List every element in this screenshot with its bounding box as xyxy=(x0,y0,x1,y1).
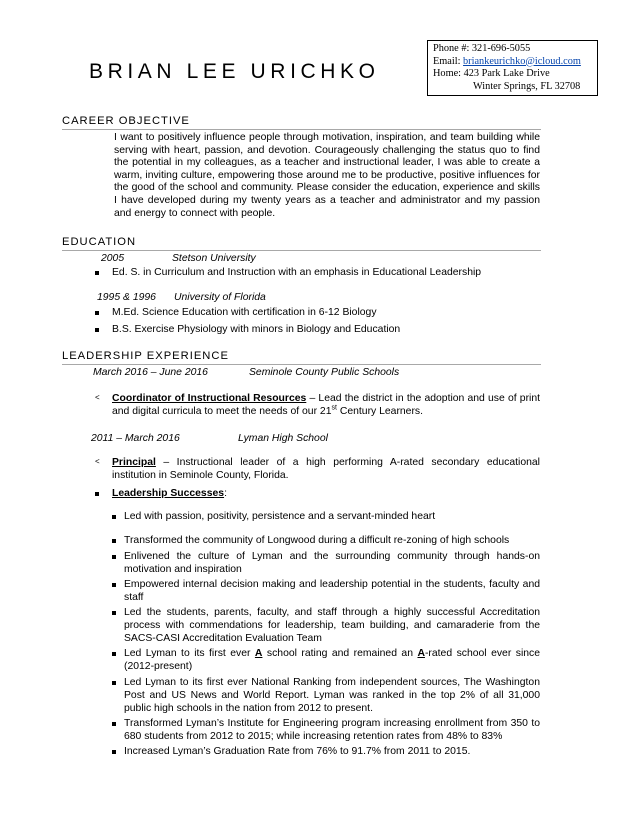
square-bullet-icon xyxy=(95,311,99,315)
rating-grade: A xyxy=(254,648,263,659)
list-item: B.S. Exercise Physiology with minors in Biology and Education xyxy=(112,324,401,335)
job-dates: 2011 – March 2016 xyxy=(91,433,180,444)
candidate-name: BRIAN LEE URICHKO xyxy=(89,60,380,83)
rating-text: Led Lyman to its first ever xyxy=(124,648,255,659)
ordinal-suffix: st xyxy=(331,404,337,412)
education-years: 1995 & 1996 xyxy=(97,292,156,303)
rating-grade: A xyxy=(417,648,425,659)
job-organization: Lyman High School xyxy=(238,433,328,444)
list-item: Ed. S. in Curriculum and Instruction with an emphasis in Educational Leadership xyxy=(112,267,482,278)
job-title: Principal xyxy=(112,457,156,468)
list-item: Transformed the community of Longwood during a difficult re-zoning of high schools xyxy=(124,535,510,546)
section-divider xyxy=(62,129,541,130)
address-city: Winter Springs, FL 32708 xyxy=(473,80,581,92)
rating-text: -rated school ever since (2012-present) xyxy=(124,648,541,672)
address-street: 423 Park Lake Drive xyxy=(463,68,550,80)
job-desc-text: – Instructional leader of a high performing A-rated secondary educational institution in Seminole County, Florida. xyxy=(112,457,540,481)
job-description xyxy=(112,456,540,482)
square-bullet-icon xyxy=(112,611,116,615)
successes-heading xyxy=(112,487,540,500)
contact-box xyxy=(427,40,598,96)
job-entry-header xyxy=(91,433,328,444)
phone-line xyxy=(433,43,597,56)
arrow-bullet-icon: ˂ xyxy=(95,393,100,402)
square-bullet-icon xyxy=(95,328,99,332)
education-years: 2005 xyxy=(101,253,125,264)
phone-label: Phone #: xyxy=(433,43,472,54)
section-divider xyxy=(62,250,541,251)
square-bullet-icon xyxy=(95,271,99,275)
section-heading-education: EDUCATION xyxy=(62,236,137,248)
education-entry-header xyxy=(97,292,266,303)
square-bullet-icon xyxy=(112,750,116,754)
job-desc-text: Century Learners. xyxy=(336,406,424,417)
square-bullet-icon xyxy=(112,539,116,543)
email-link[interactable]: briankeurichko@icloud.com xyxy=(463,55,581,67)
successes-label: Leadership Successes xyxy=(112,488,225,499)
phone-number: 321-696-5055 xyxy=(471,43,531,54)
square-bullet-icon xyxy=(95,492,99,496)
address-line xyxy=(433,68,597,81)
arrow-bullet-icon: ˂ xyxy=(95,457,100,466)
list-item: Enlivened the culture of Lyman and the surrounding community through hands-on motivation and inspiration xyxy=(124,551,540,575)
job-entry-header xyxy=(93,367,400,378)
section-heading-objective: CAREER OBJECTIVE xyxy=(62,115,190,127)
list-item: Empowered internal decision making and leadership potential in the students, faculty and staff xyxy=(124,579,540,603)
square-bullet-icon xyxy=(112,555,116,559)
list-item: Led the students, parents, faculty, and staff through a highly successful Accreditation process with commendations for leadership, team building, and camaraderie from the SACS-CASI Accreditation Evaluation Team xyxy=(124,607,540,644)
job-dates: March 2016 – June 2016 xyxy=(93,367,208,378)
email-line xyxy=(433,56,597,69)
list-item: Transformed Lyman’s Institute for Engineering program increasing enrollment from 350 to 680 students from 2012 to 2015; while increasing retention rates from 48% to 83% xyxy=(124,718,540,742)
square-bullet-icon xyxy=(112,583,116,587)
square-bullet-icon xyxy=(112,515,116,519)
education-school: University of Florida xyxy=(174,292,266,303)
email-label: Email: xyxy=(433,55,464,67)
square-bullet-icon xyxy=(112,652,116,656)
job-organization: Seminole County Public Schools xyxy=(249,367,400,378)
section-heading-leadership: LEADERSHIP EXPERIENCE xyxy=(62,350,229,362)
objective-text: I want to positively influence people through motivation, inspiration, and team building while serving with heart, passion, and devotion. Courageously challenging the status quo to find the potential in my colleagues, as a teacher and instructional leader, I was able to create a warm, inviting culture, empowering those around me to be productive, positive influences for the good of the school and community. Please consider the education, experience and skills I have developed during my twenty years as a teacher and administrator and my passion and energy to connect with people. xyxy=(114,132,540,219)
square-bullet-icon xyxy=(112,722,116,726)
list-item: Led Lyman to its first ever National Ranking from independent sources, The Washington Post and US News and World Report. Lyman was ranked in the top 2% of all 31,000 public high schools in the nation from 2012 to present. xyxy=(124,677,540,714)
rating-text: school rating and remained an xyxy=(262,648,418,659)
successes-colon: : xyxy=(224,488,227,499)
job-desc-text: – Lead the district in the adoption and use of print and digital curricula to meet the needs of our 21 xyxy=(112,393,541,417)
education-school: Stetson University xyxy=(172,253,256,264)
list-item xyxy=(124,647,540,673)
section-divider xyxy=(62,364,541,365)
list-item: Increased Lyman’s Graduation Rate from 76% to 91.7% from 2011 to 2015. xyxy=(124,746,471,757)
job-description xyxy=(112,392,540,418)
list-item: M.Ed. Science Education with certification in 6-12 Biology xyxy=(112,307,377,318)
list-item: Led with passion, positivity, persistence and a servant-minded heart xyxy=(124,511,436,522)
job-title: Coordinator of Instructional Resources xyxy=(112,393,307,404)
address-label: Home: xyxy=(433,68,464,80)
education-entry-header xyxy=(101,253,256,264)
square-bullet-icon xyxy=(112,681,116,685)
